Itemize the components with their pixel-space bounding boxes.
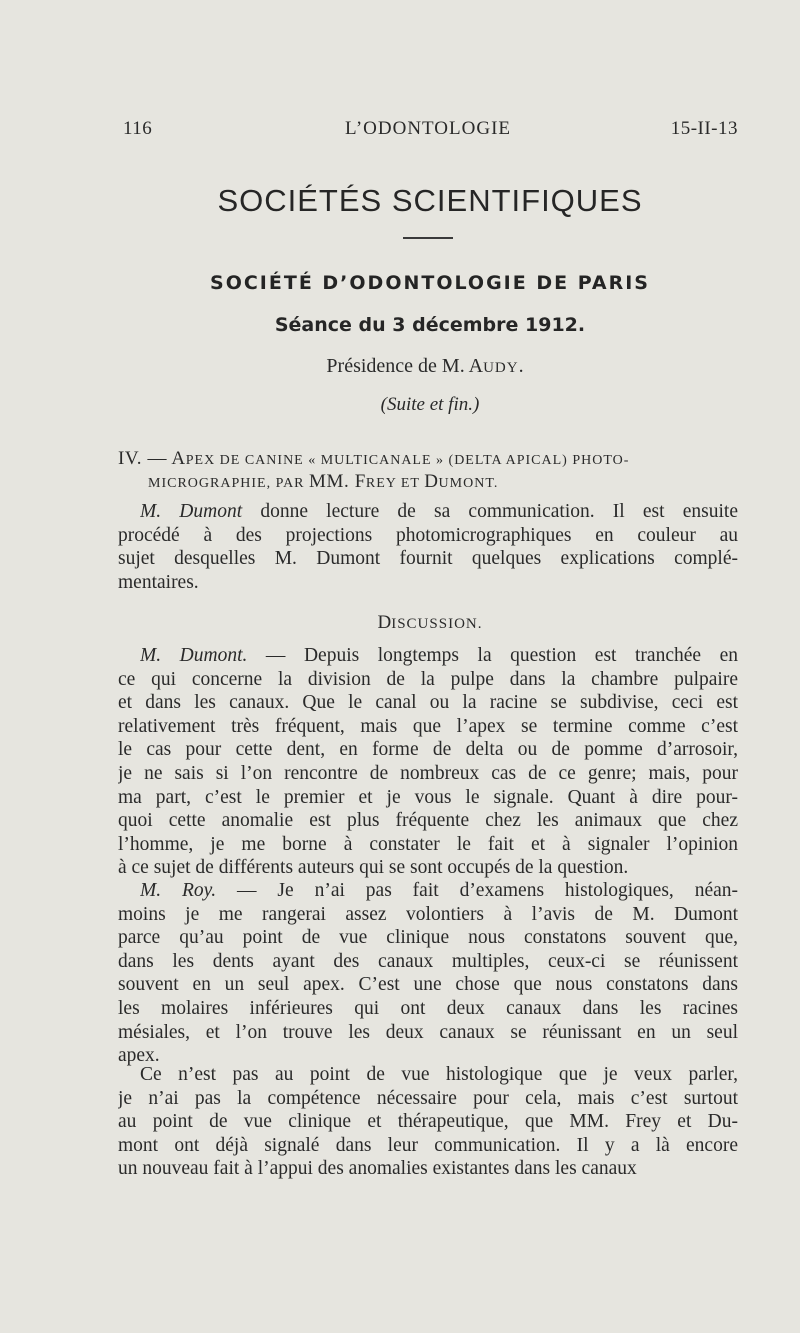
- dumont-paragraph-line: ce qui concerne la division de la pulpe dans la chambre pulpaire: [118, 668, 738, 690]
- dumont-paragraph-line: l’homme, je me borne à constater le fait et à signaler l’opinion: [118, 833, 738, 855]
- dumont-paragraph-line: je ne sais si l’on rencontre de nombreux cas de ce genre; mais, pour: [118, 763, 738, 784]
- final-paragraph-line: au point de vue clinique et thérapeutique, que MM. Frey et Du-: [118, 1111, 738, 1133]
- presidence: Présidence de M. AUDY.: [326, 355, 524, 377]
- roy-paragraph-line: dans les dents ayant des canaux multiples, ceux-ci se réunissent: [118, 950, 738, 972]
- roy-paragraph-line: souvent en un seul apex. C’est une chose que nous constatons dans: [118, 974, 738, 996]
- page-number: 116: [123, 118, 153, 139]
- roy-paragraph-line: mésiales, et l’on trouve les deux canaux se réunissant en un seul: [118, 1021, 738, 1043]
- roy-paragraph-line: apex.: [118, 1045, 160, 1067]
- continuation-note: (Suite et fin.): [380, 394, 480, 415]
- intro-paragraph-line: sujet desquelles M. Dumont fournit quelques explications complé-: [118, 548, 738, 569]
- roy-paragraph-line: M. Roy. — Je n’ai pas fait d’examens histologiques, néan-: [140, 880, 738, 901]
- title-divider: [403, 237, 453, 239]
- speaker-name: M. Dumont: [140, 501, 243, 522]
- dumont-paragraph-line: à ce sujet de différents auteurs qui se sont occupés de la question.: [118, 857, 629, 879]
- intro-paragraph-line: procédé à des projections photomicrographiques en couleur au: [118, 524, 738, 546]
- dumont-paragraph-line: quoi cette anomalie est plus fréquente chez les animaux que chez: [118, 810, 738, 832]
- final-paragraph-line: Ce n’est pas au point de vue histologique que je veux parler,: [140, 1064, 738, 1085]
- speaker-name: M. Dumont.: [140, 645, 248, 666]
- society-title: SOCIÉTÉ D’ODONTOLOGIE DE PARIS: [210, 272, 650, 294]
- discussion-heading: DISCUSSION.: [377, 612, 483, 633]
- session-date: Séance du 3 décembre 1912.: [274, 314, 586, 336]
- roy-paragraph-line: moins je me rangerai assez volontiers à l’avis de M. Dumont: [118, 903, 738, 925]
- roy-paragraph-line: parce qu’au point de vue clinique nous constatons souvent que,: [118, 927, 738, 949]
- final-paragraph-line: un nouveau fait à l’appui des anomalies existantes dans les canaux: [118, 1158, 637, 1180]
- intro-paragraph-line: M. Dumont donne lecture de sa communication. Il est ensuite: [140, 501, 738, 522]
- dumont-paragraph-line: M. Dumont. — Depuis longtemps la question est tranchée en: [140, 645, 738, 666]
- dumont-paragraph-line: et dans les canaux. Que le canal ou la racine se subdivise, ceci est: [118, 692, 738, 714]
- final-paragraph-line: mont ont déjà signalé dans leur communication. Il y a là encore: [118, 1134, 738, 1156]
- final-paragraph-line: je n’ai pas la compétence nécessaire pour cela, mais c’est surtout: [118, 1087, 738, 1109]
- dumont-paragraph-line: relativement très fréquent, mais que l’apex se termine comme c’est: [118, 715, 738, 737]
- item-heading-line-1: IV. — APEX DE CANINE « MULTICANALE » (DELTA APICAL) PHOTO-: [118, 448, 630, 469]
- dumont-paragraph-line: le cas pour cette dent, en forme de delta ou de pomme d’arrosoir,: [118, 739, 738, 761]
- section-title: SOCIÉTÉS SCIENTIFIQUES: [217, 183, 643, 218]
- journal-title: L’ODONTOLOGIE: [344, 118, 512, 139]
- running-head: [118, 118, 738, 142]
- roy-paragraph-line: les molaires inférieures qui ont deux canaux dans les racines: [118, 998, 738, 1019]
- issue-date: 15-II-13: [670, 118, 738, 139]
- speaker-name: M. Roy.: [140, 880, 217, 901]
- item-heading-line-2: MICROGRAPHIE, PAR MM. FREY ET DUMONT.: [148, 471, 499, 492]
- dumont-paragraph-line: ma part, c’est le premier et je vous le signale. Quant à dire pour-: [118, 786, 738, 808]
- intro-paragraph-line: mentaires.: [118, 571, 199, 593]
